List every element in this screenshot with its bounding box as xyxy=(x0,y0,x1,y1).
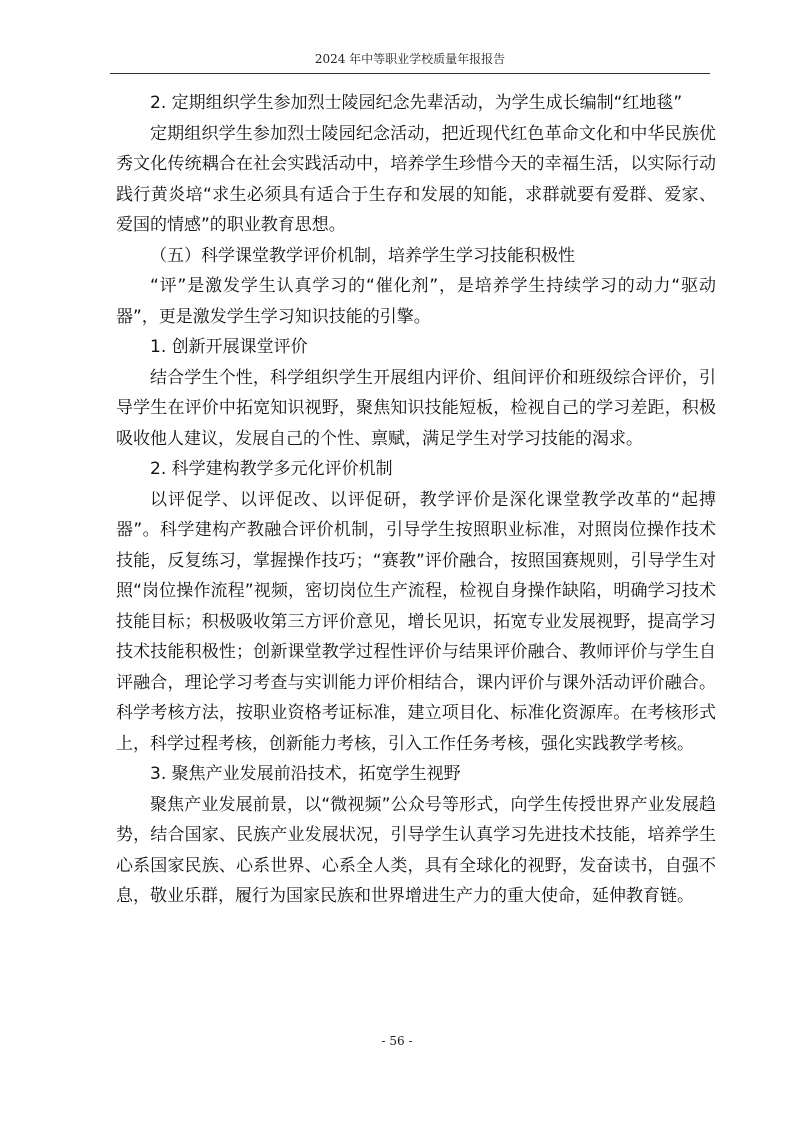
subheading-2-diversified-evaluation: 2. 科学建构教学多元化评价机制 xyxy=(150,459,393,479)
subheading-2-red-carpet: 2. 定期组织学生参加烈士陵园纪念先辈活动，为学生成长编制“红地毯” xyxy=(150,93,683,113)
section-heading-5: （五）科学课堂教学评价机制，培养学生学习技能积极性 xyxy=(150,245,575,266)
subheading-3-industry-frontier: 3. 聚焦产业发展前沿技术，拓宽学生视野 xyxy=(150,764,461,784)
paragraph-industry-frontier: 聚焦产业发展前景，以“微视频”公众号等形式，向学生传授世界产业发展趋势，结合国家、民族产业发展状况，引导学生认真学习先进技术技能，培养学生心系国家民族、心系世界、心系全人类，具有全球化的视野，发奋读书，自强不息，敬业乐群，履行为国家民族和世界增进生产力的重大使命，延伸教育链。 xyxy=(116,794,716,906)
body-text xyxy=(116,88,716,912)
running-header: 2024 年中等职业学校质量年报报告 xyxy=(314,52,506,66)
paragraph-evaluation-intro: “评”是激发学生认真学习的“催化剂”，是培养学生持续学习的动力“驱动器”，更是激发学生学习知识技能的引擎。 xyxy=(116,276,716,327)
subheading-1-classroom-evaluation: 1. 创新开展课堂评价 xyxy=(150,337,308,357)
page-number: - 56 - xyxy=(381,1034,413,1048)
paragraph-diversified-evaluation: 以评促学、以评促改、以评促研，教学评价是深化课堂教学改革的“起搏器”。科学建构产教融合评价机制，引导学生按照职业标准，对照岗位操作技术技能，反复练习，掌握操作技巧；“赛教”评价融合，按照国赛规则，引导学生对照“岗位操作流程”视频，密切岗位生产流程，检视自身操作缺陷，明确学习技术技能目标；积极吸收第三方评价意见，增长见识，拓宽专业发展视野，提高学习技术技能积极性；创新课堂教学过程性评价与结果评价融合、教师评价与学生自评融合，理论学习考查与实训能力评价相结合，课内评价与课外活动评价融合。科学考核方法，按职业资格考证标准，建立项目化、标准化资源库。在考核形式上，科学过程考核，创新能力考核，引入工作任务考核，强化实践教学考核。 xyxy=(116,489,716,754)
paragraph-classroom-evaluation: 结合学生个性，科学组织学生开展组内评价、组间评价和班级综合评价，引导学生在评价中拓宽知识视野，聚焦知识技能短板，检视自己的学习差距，积极吸收他人建议，发展自己的个性、禀赋，满足学生对学习技能的渴求。 xyxy=(116,367,716,449)
header-rule xyxy=(110,73,710,74)
paragraph-memorial-activity: 定期组织学生参加烈士陵园纪念活动，把近现代红色革命文化和中华民族优秀文化传统耦合在社会实践活动中，培养学生珍惜今天的幸福生活，以实际行动践行黄炎培“求生必须具有适合于生存和发展的知能，求群就要有爱群、爱家、爱国的情感”的职业教育思想。 xyxy=(116,123,716,235)
